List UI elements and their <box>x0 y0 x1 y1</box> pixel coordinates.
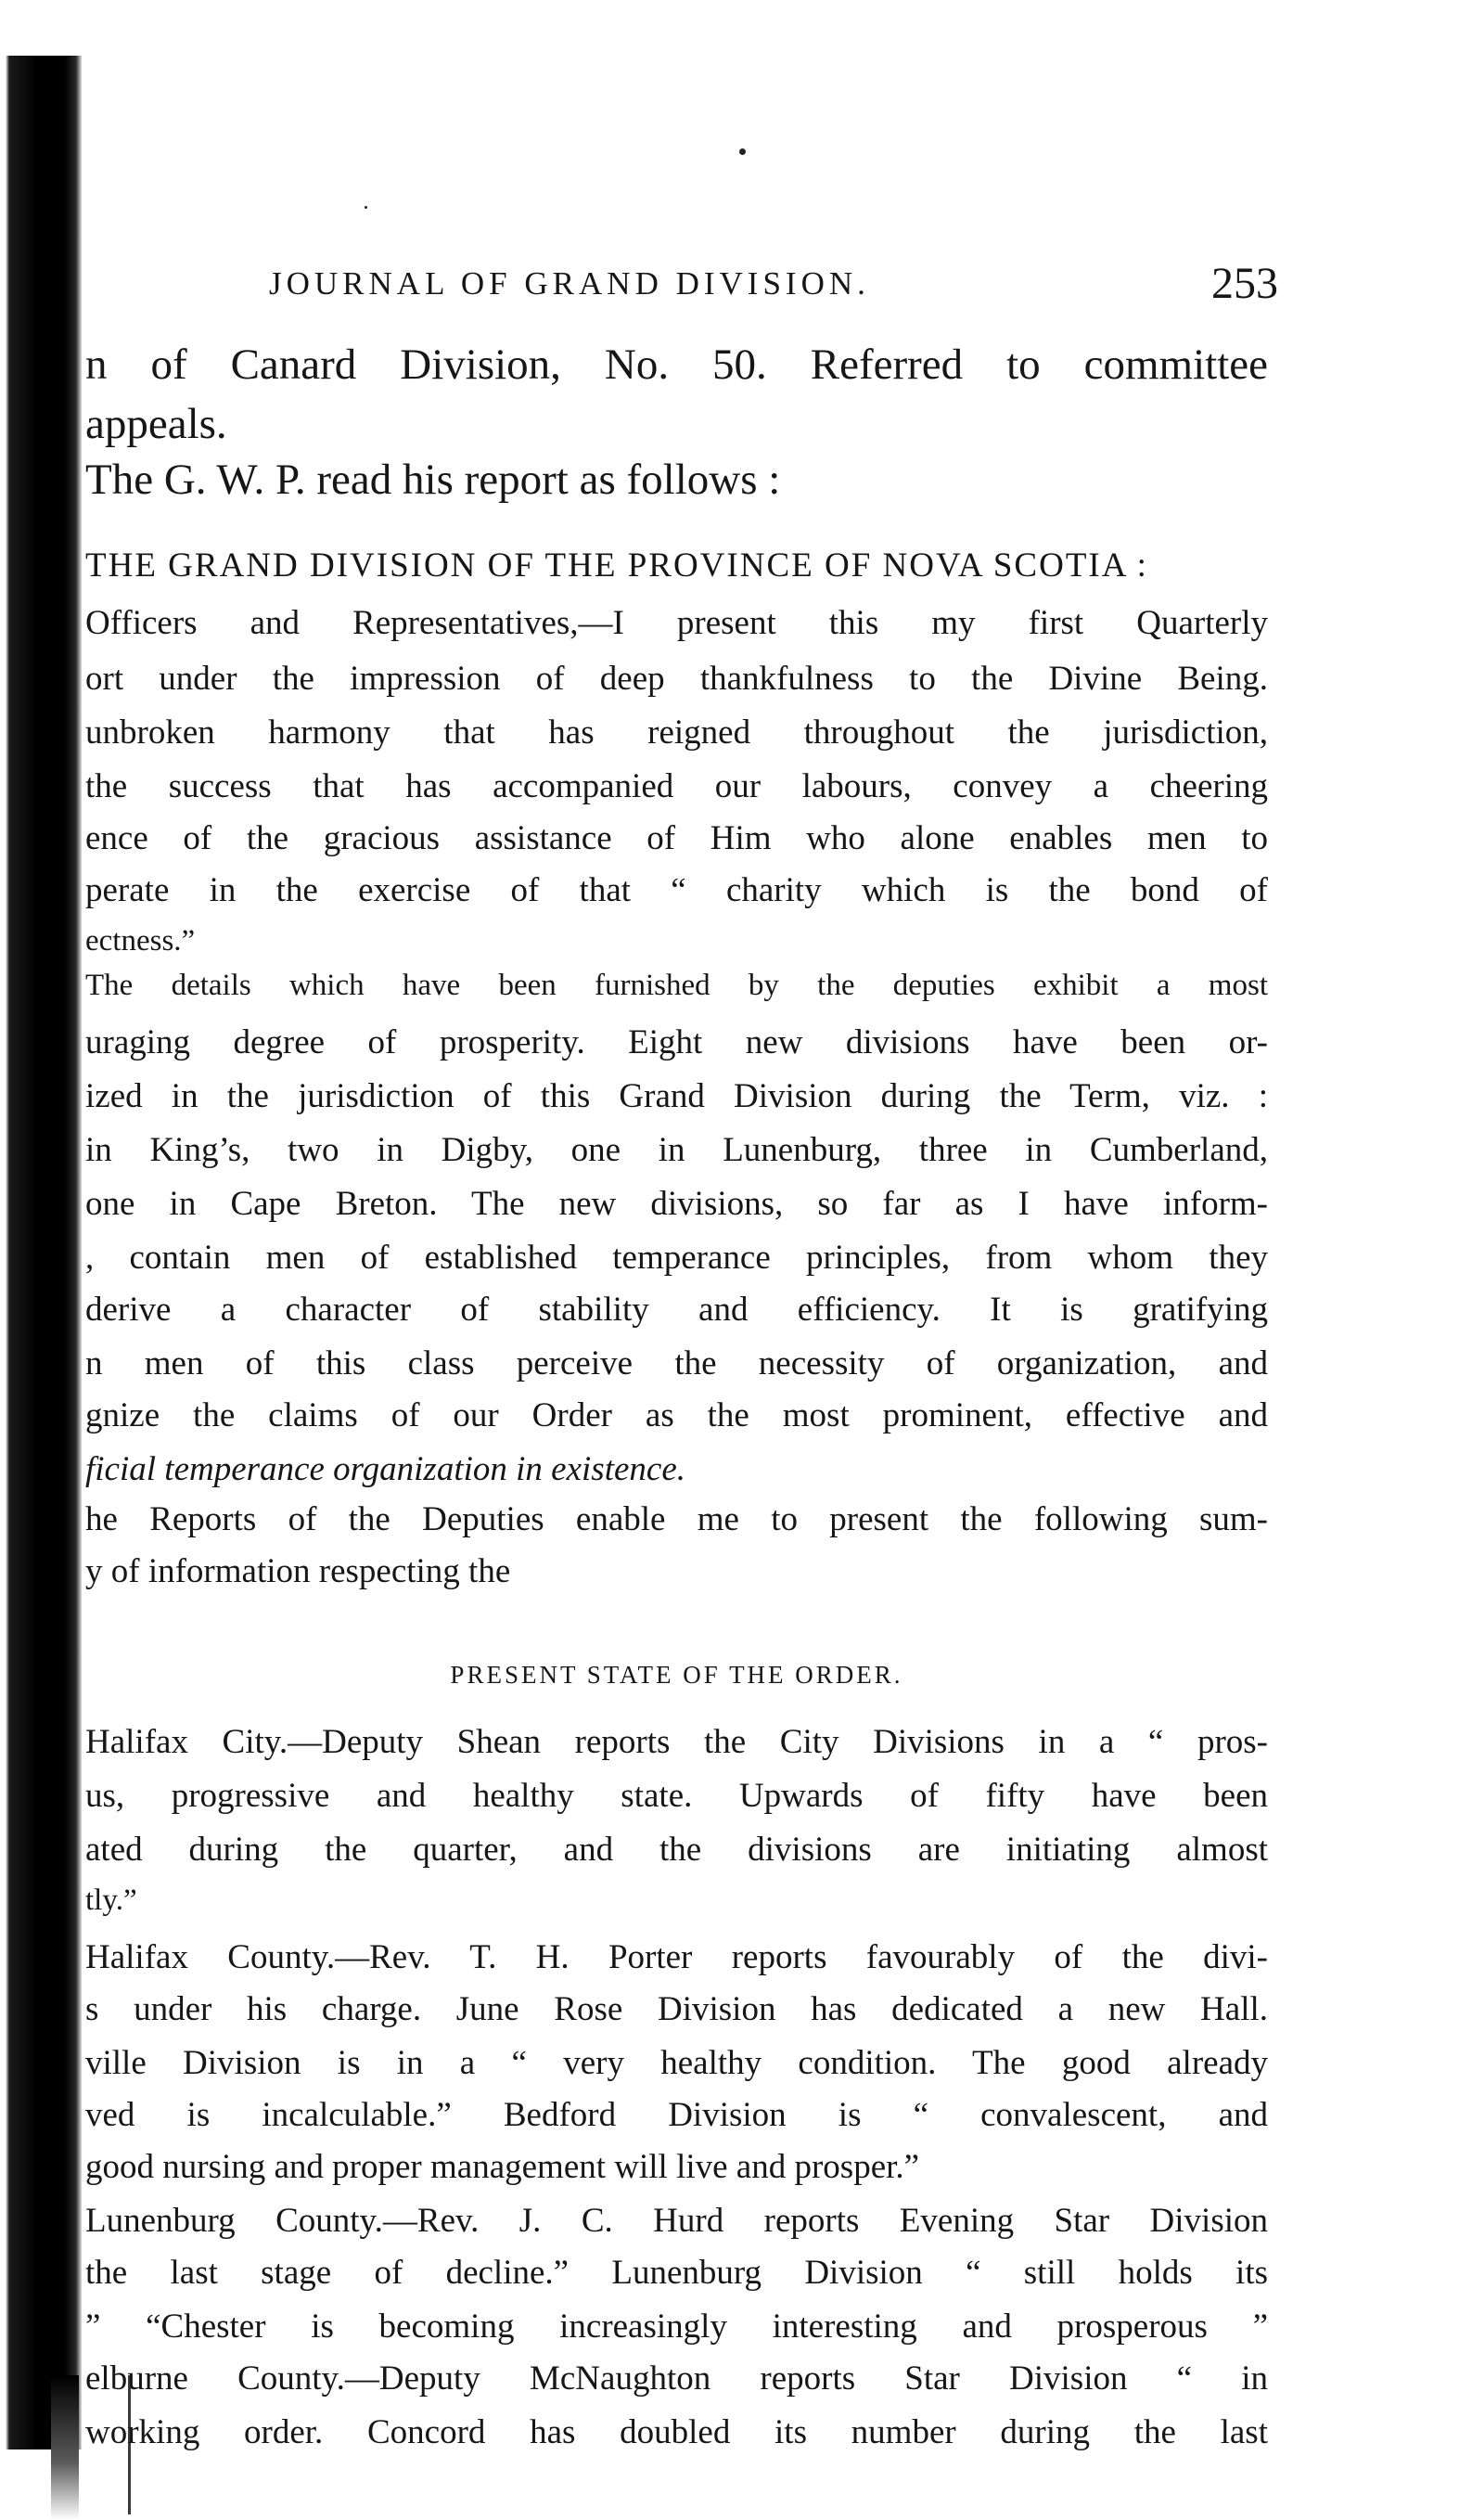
text-line: the success that has accompanied our labours, convey a cheering <box>85 767 1268 805</box>
text-line: ville Division is in a “ very healthy condition. The good already <box>85 2044 1268 2082</box>
text-line: working order. Concord has doubled its number during the last <box>85 2413 1268 2451</box>
text-line: in King’s, two in Digby, one in Lunenburg, three in Cumberland, <box>85 1131 1268 1169</box>
text-line: tly.” <box>85 1884 137 1917</box>
text-line: The details which have been furnished by the deputies exhibit a most <box>85 969 1268 1002</box>
text-line: gnize the claims of our Order as the most prominent, effective and <box>85 1396 1268 1434</box>
page-header <box>269 258 1289 314</box>
text-line: us, progressive and healthy state. Upwards of fifty have been <box>85 1777 1268 1815</box>
text-line: elburne County.—Deputy McNaughton reports Star Division “ in <box>85 2359 1268 2398</box>
text-line: Lunenburg County.—Rev. J. C. Hurd reports Evening Star Division <box>85 2202 1268 2240</box>
text-line: unbroken harmony that has reigned throughout the jurisdiction, <box>85 714 1268 752</box>
text-line: ficial temperance organization in existence. <box>85 1450 685 1488</box>
text-line: derive a character of stability and efficiency. It is gratifying <box>85 1291 1268 1329</box>
ink-speck <box>365 206 367 209</box>
text-line: ized in the jurisdiction of this Grand Division during the Term, viz. : <box>85 1077 1268 1115</box>
text-line: n men of this class perceive the necessity of organization, and <box>85 1344 1268 1382</box>
text-line: s under his charge. June Rose Division has dedicated a new Hall. <box>85 1990 1268 2028</box>
binding-shadow <box>0 56 82 2449</box>
text-line: ort under the impression of deep thankfulness to the Divine Being. <box>85 660 1268 698</box>
text-line: y of information respecting the <box>85 1552 511 1590</box>
text-line: ated during the quarter, and the divisions are initiating almost <box>85 1831 1268 1869</box>
running-title: JOURNAL OF GRAND DIVISION. <box>269 265 870 302</box>
text-line: appeals. <box>85 400 227 448</box>
text-line: uraging degree of prosperity. Eight new divisions have been or- <box>85 1023 1268 1061</box>
page-number: 253 <box>1211 259 1278 308</box>
text-line: good nursing and proper management will live and prosper.” <box>85 2148 920 2186</box>
text-line: ved is incalculable.” Bedford Division is “ convalescent, and <box>85 2096 1268 2134</box>
salutation: THE GRAND DIVISION OF THE PROVINCE OF NOVA SCOTIA : <box>85 546 1148 585</box>
text-line: ence of the gracious assistance of Him who alone enables men to <box>85 819 1268 857</box>
text-line: ectness.” <box>85 924 196 958</box>
text-line: , contain men of established temperance principles, from whom they <box>85 1239 1268 1277</box>
text-line: the last stage of decline.” Lunenburg Division “ still holds its <box>85 2254 1268 2292</box>
text-line: Officers and Representatives,—I present this my first Quarterly <box>85 604 1268 642</box>
ink-speck <box>739 148 746 155</box>
text-line: Halifax City.—Deputy Shean reports the City Divisions in a “ pros- <box>85 1723 1268 1761</box>
binding-shadow-fade <box>51 2375 79 2520</box>
text-line: ” “Chester is becoming increasingly interesting and prosperous ” <box>85 2308 1268 2346</box>
text-line: he Reports of the Deputies enable me to present the following sum- <box>85 1500 1268 1538</box>
text-line: The G. W. P. read his report as follows : <box>85 456 781 504</box>
text-line: one in Cape Breton. The new divisions, so far as I have inform- <box>85 1185 1268 1223</box>
text-line: perate in the exercise of that “ charity which is the bond of <box>85 871 1268 909</box>
text-line: Halifax County.—Rev. T. H. Porter reports favourably of the divi- <box>85 1938 1268 1976</box>
text-line: n of Canard Division, No. 50. Referred to committee <box>85 341 1268 389</box>
section-heading: PRESENT STATE OF THE ORDER. <box>450 1661 903 1689</box>
